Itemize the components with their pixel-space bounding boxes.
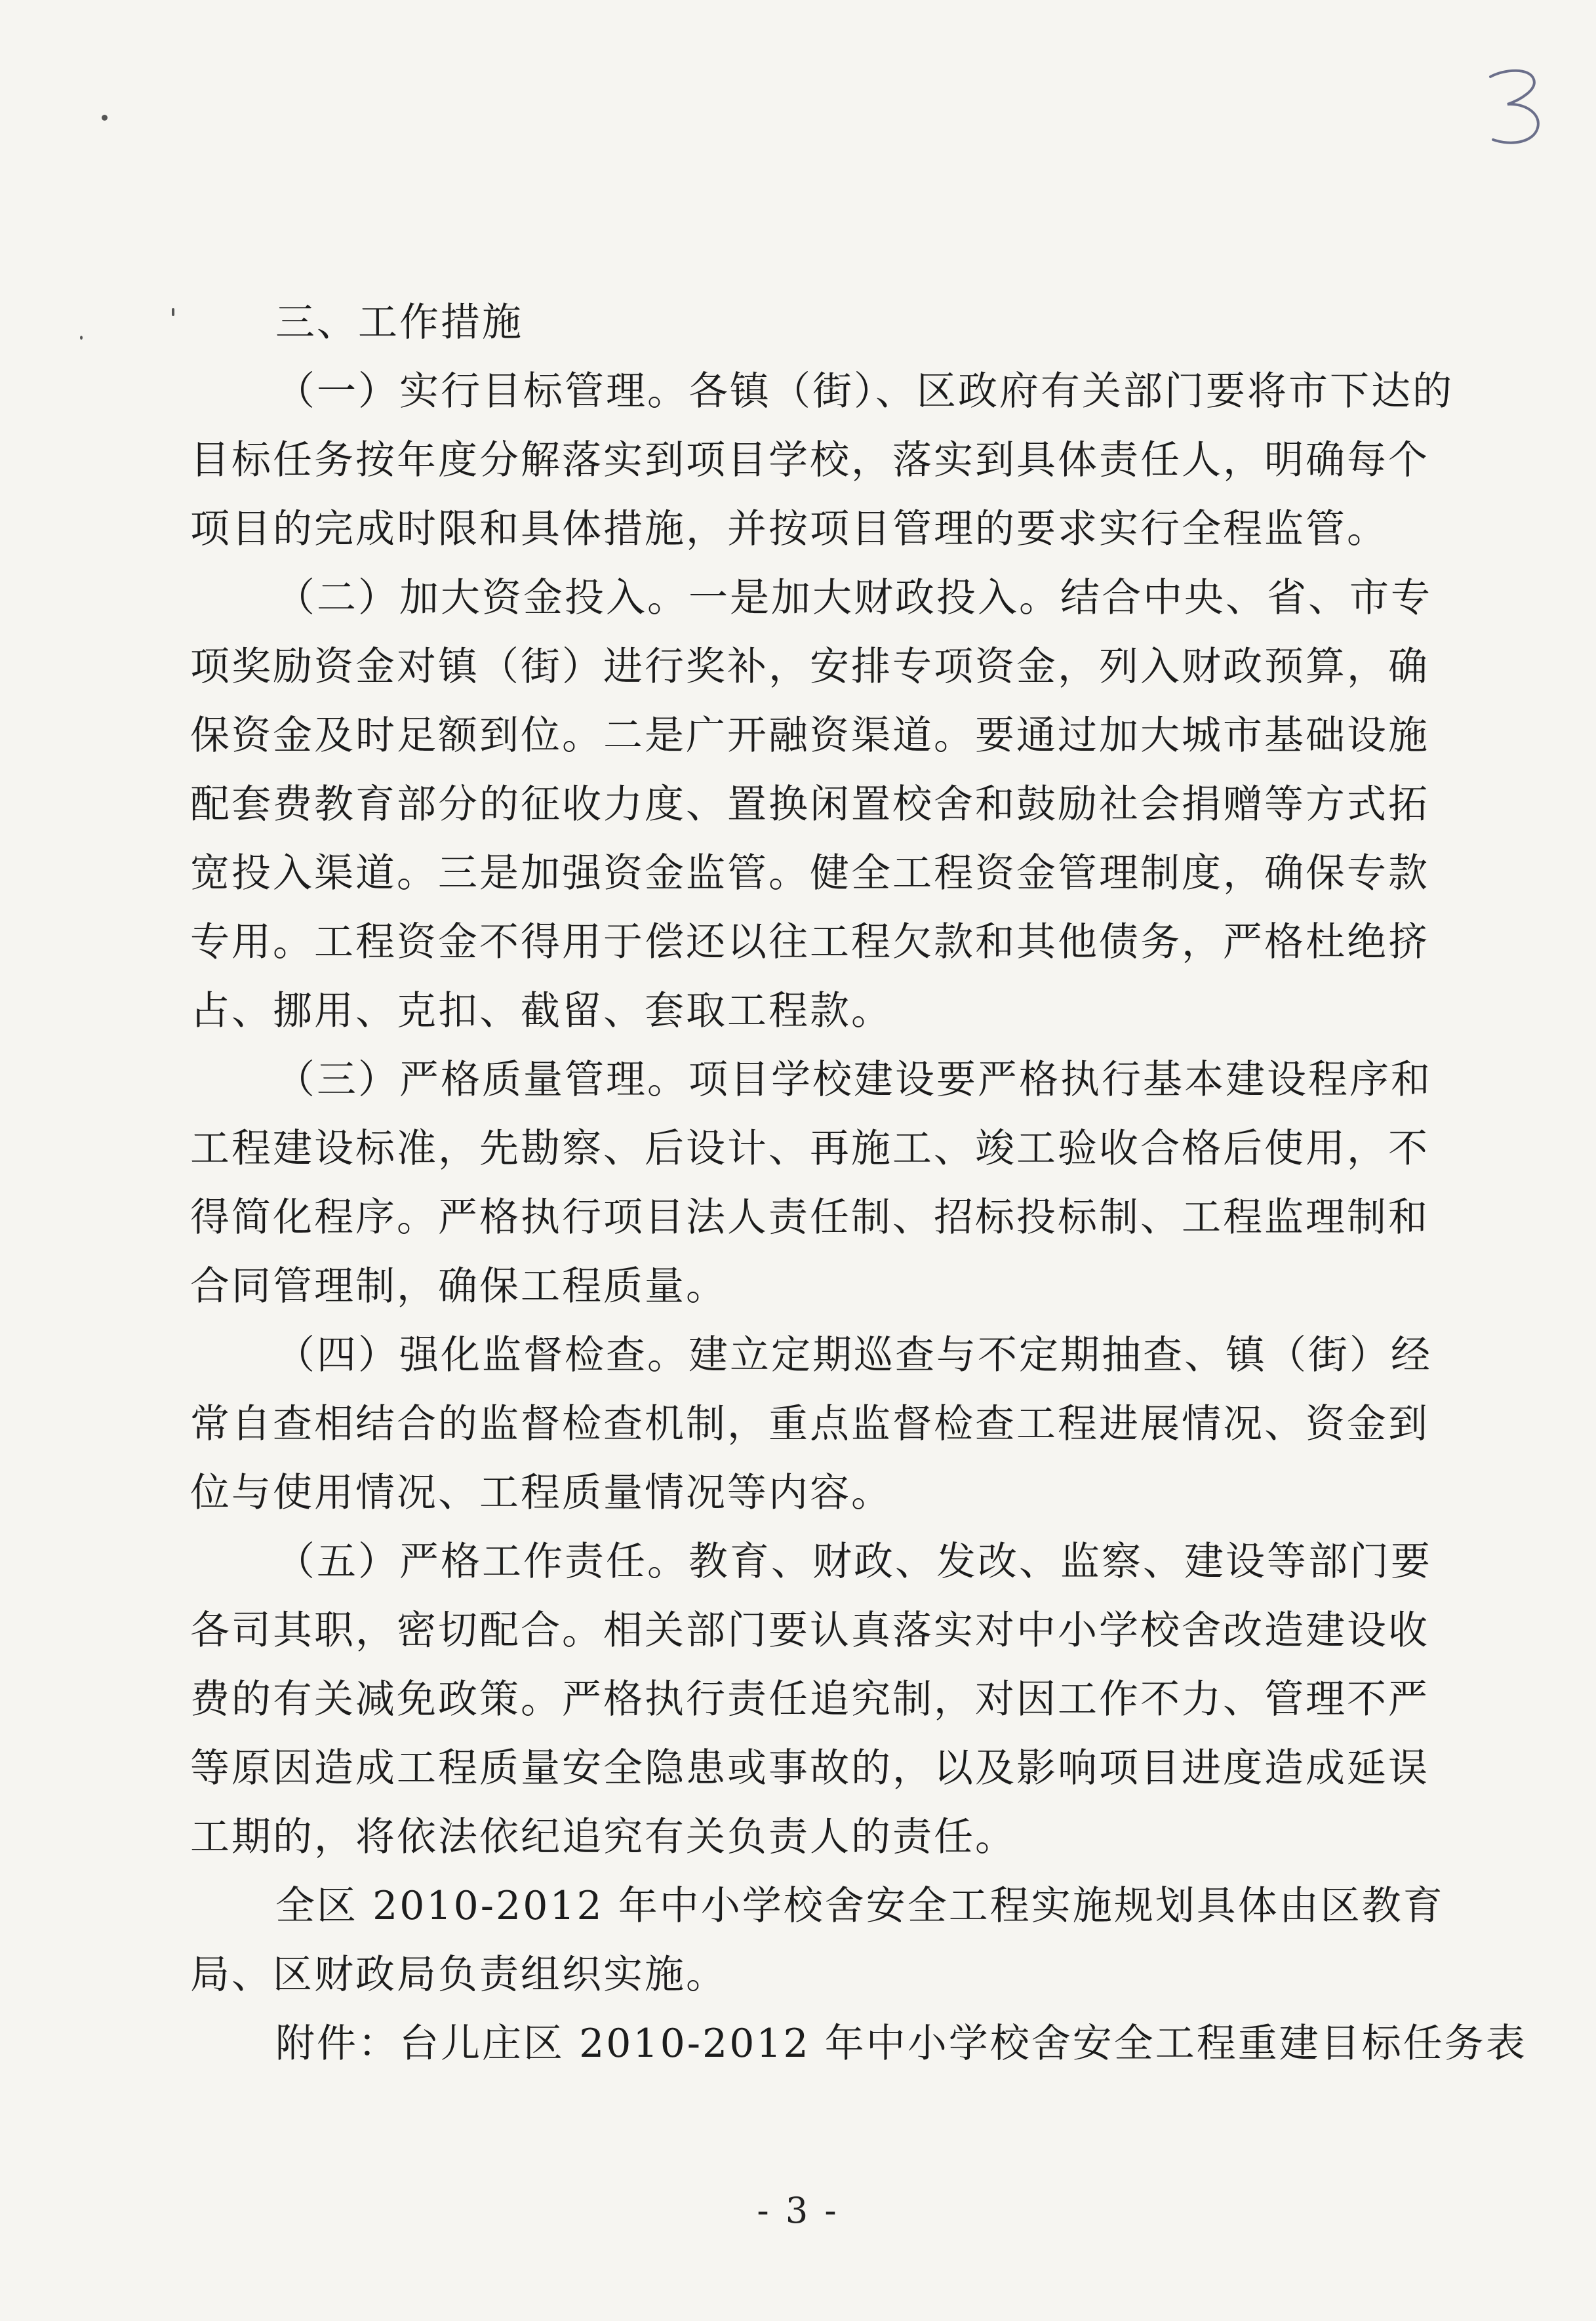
paragraph-line: 项奖励资金对镇（街）进行奖补，安排专项资金，列入财政预算，确 [190,644,1429,690]
paragraph-line: 等原因造成工程质量安全隐患或事故的，以及影响项目进度造成延误 [190,1745,1429,1791]
paragraph-line: 占、挪用、克扣、截留、套取工程款。 [190,988,892,1034]
paragraph-line: 费的有关减免政策。严格执行责任追究制，对因工作不力、管理不严 [190,1676,1429,1722]
paragraph-line: 全区 2010-2012 年中小学校舍安全工程实施规划具体由区教育 [275,1883,1445,1929]
scan-speck [80,336,83,340]
paragraph-line: 目标任务按年度分解落实到项目学校，落实到具体责任人，明确每个 [190,437,1429,483]
paragraph-line: 工期的，将依法依纪追究有关负责人的责任。 [190,1814,1016,1860]
scan-speck [172,308,174,316]
paragraph-line: （五）严格工作责任。教育、财政、发改、监察、建设等部门要 [275,1539,1432,1585]
paragraph-line: 得简化程序。严格执行项目法人责任制、招标投标制、工程监理制和 [190,1195,1429,1240]
paragraph-line: 局、区财政局负责组织实施。 [190,1952,727,1998]
paragraph-line: （一）实行目标管理。各镇（街）、区政府有关部门要将市下达的 [275,368,1454,414]
scan-speck [102,115,108,121]
paragraph-line: 配套费教育部分的征收力度、置换闲置校舍和鼓励社会捐赠等方式拓 [190,782,1429,827]
page-number: - 3 - [757,2190,839,2231]
handwritten-page-mark [1479,62,1551,154]
paragraph-line: 保资金及时足额到位。二是广开融资渠道。要通过加大城市基础设施 [190,713,1429,759]
paragraph-line: 项目的完成时限和具体措施，并按项目管理的要求实行全程监管。 [190,506,1388,552]
paragraph-line: 专用。工程资金不得用于偿还以往工程欠款和其他债务，严格杜绝挤 [190,919,1429,965]
paragraph-line: 位与使用情况、工程质量情况等内容。 [190,1470,892,1516]
paragraph-line: 常自查相结合的监督检查机制，重点监督检查工程进展情况、资金到 [190,1401,1429,1447]
paragraph-line: （四）强化监督检查。建立定期巡查与不定期抽查、镇（街）经 [275,1332,1432,1378]
attachment-line: 附件：台儿庄区 2010-2012 年中小学校舍安全工程重建目标任务表 [275,2021,1527,2067]
paragraph-line: 各司其职，密切配合。相关部门要认真落实对中小学校舍改造建设收 [190,1608,1429,1654]
paragraph-line: （二）加大资金投入。一是加大财政投入。结合中央、省、市专 [275,575,1432,621]
paragraph-line: 宽投入渠道。三是加强资金监管。健全工程资金管理制度，确保专款 [190,850,1429,896]
paragraph-line: （三）严格质量管理。项目学校建设要严格执行基本建设程序和 [275,1057,1432,1103]
paragraph-line: 合同管理制，确保工程质量。 [190,1263,727,1309]
document-body [190,288,1527,2078]
section-heading: 三、工作措施 [275,300,523,346]
paragraph-line: 工程建设标准，先勘察、后设计、再施工、竣工验收合格后使用，不 [190,1126,1429,1172]
